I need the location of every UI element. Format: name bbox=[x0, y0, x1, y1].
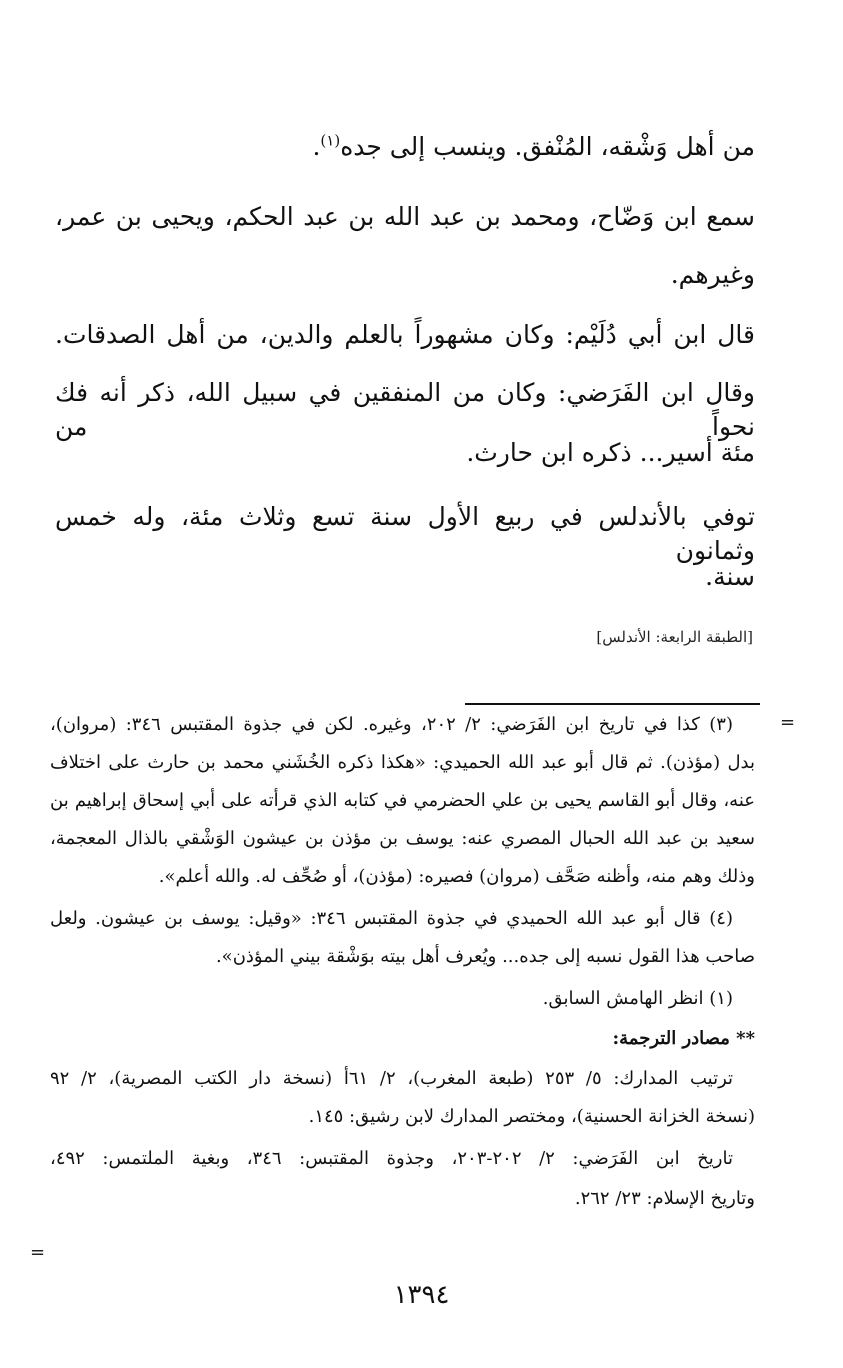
main-line-8: سنة. bbox=[705, 562, 755, 591]
main-line-5: وقال ابن الفَرَضي: وكان من المنفقين في سبيل الله، ذكر أنه فك نحواً من bbox=[55, 378, 755, 441]
footnote-1-line-1: (١) انظر الهامش السابق. bbox=[542, 988, 733, 1009]
footnote-3-line-4: سعيد بن عبد الله الحبال المصري عنه: يوسف بن مؤذن بن عيشون الوَشْقي بالذال المعجمة، bbox=[50, 828, 755, 849]
footnote-3-line-5: وذلك وهم منه، وأظنه صَحَّف (مروان) فصيره: (مؤذن)، أو صُحِّف له. والله أعلم». bbox=[158, 866, 755, 887]
footnote-4-line-2: صاحب هذا القول نسبه إلى جده... ويُعرف أهل بيته بوَشْقة بيني المؤذن». bbox=[215, 946, 755, 967]
sources-line-4: وتاريخ الإسلام: ٢٣/ ٢٦٢. bbox=[574, 1188, 755, 1209]
main-line-3: وغيرهم. bbox=[670, 260, 755, 289]
main-line-7: توفي بالأندلس في ربيع الأول سنة تسع وثلاث مئة، وله خمس وثمانون bbox=[55, 502, 755, 565]
footnote-ref-1: (١) bbox=[320, 131, 341, 150]
main-line-1 bbox=[312, 130, 755, 164]
main-line-2: سمع ابن وَضّاح، ومحمد بن عبد الله بن عبد الحكم، ويحيى بن عمر، bbox=[55, 202, 755, 231]
sources-line-1: ترتيب المدارك: ٥/ ٢٥٣ (طبعة المغرب)، ٢/ ٦١أ (نسخة دار الكتب المصرية)، ٢/ ٩٢ bbox=[50, 1068, 734, 1089]
footnote-divider bbox=[465, 703, 760, 705]
main-line-6: مئة أسير... ذكره ابن حارث. bbox=[466, 438, 755, 467]
sources-heading: ** مصادر الترجمة: bbox=[612, 1028, 755, 1049]
page-number: ١٣٩٤ bbox=[393, 1280, 450, 1310]
margin-mark-bottom: = bbox=[30, 1242, 46, 1263]
main-line-4: قال ابن أبي دُلَيْم: وكان مشهوراً بالعلم والدين، من أهل الصدقات. bbox=[55, 320, 755, 349]
footnote-4-line-1: (٤) قال أبو عبد الله الحميدي في جذوة المقتبس ٣٤٦: «وقيل: يوسف بن عيشون. ولعل bbox=[50, 908, 733, 929]
main-line-1-end: . bbox=[312, 132, 321, 161]
footnote-3-line-2: بدل (مؤذن). ثم قال أبو عبد الله الحميدي: «هكذا ذكره الخُشَني محمد بن حارث على اختلاف bbox=[50, 752, 756, 773]
sources-line-2: (نسخة الخزانة الحسنية)، ومختصر المدارك لابن رشيق: ١٤٥. bbox=[308, 1106, 755, 1127]
footnote-3-line-3: عنه، وقال أبو القاسم يحيى بن علي الحضرمي في كتابه الذي قرأته على أبي إسحاق إبراهيم بن bbox=[50, 790, 755, 811]
sources-line-3: تاريخ ابن الفَرَضي: ٢/ ٢٠٢-٢٠٣، وجذوة المقتبس: ٣٤٦، وبغية الملتمس: ٤٩٢، bbox=[50, 1148, 733, 1169]
main-line-1-text: من أهل وَشْقه، المُنْفق. وينسب إلى جده bbox=[340, 132, 755, 161]
section-label: [الطبقة الرابعة: الأندلس] bbox=[596, 628, 753, 646]
margin-mark-top: = bbox=[780, 712, 796, 733]
footnote-3-line-1: (٣) كذا في تاريخ ابن الفَرَضي: ٢/ ٢٠٢، وغيره. لكن في جذوة المقتبس ٣٤٦: (مروان)، bbox=[50, 714, 733, 735]
